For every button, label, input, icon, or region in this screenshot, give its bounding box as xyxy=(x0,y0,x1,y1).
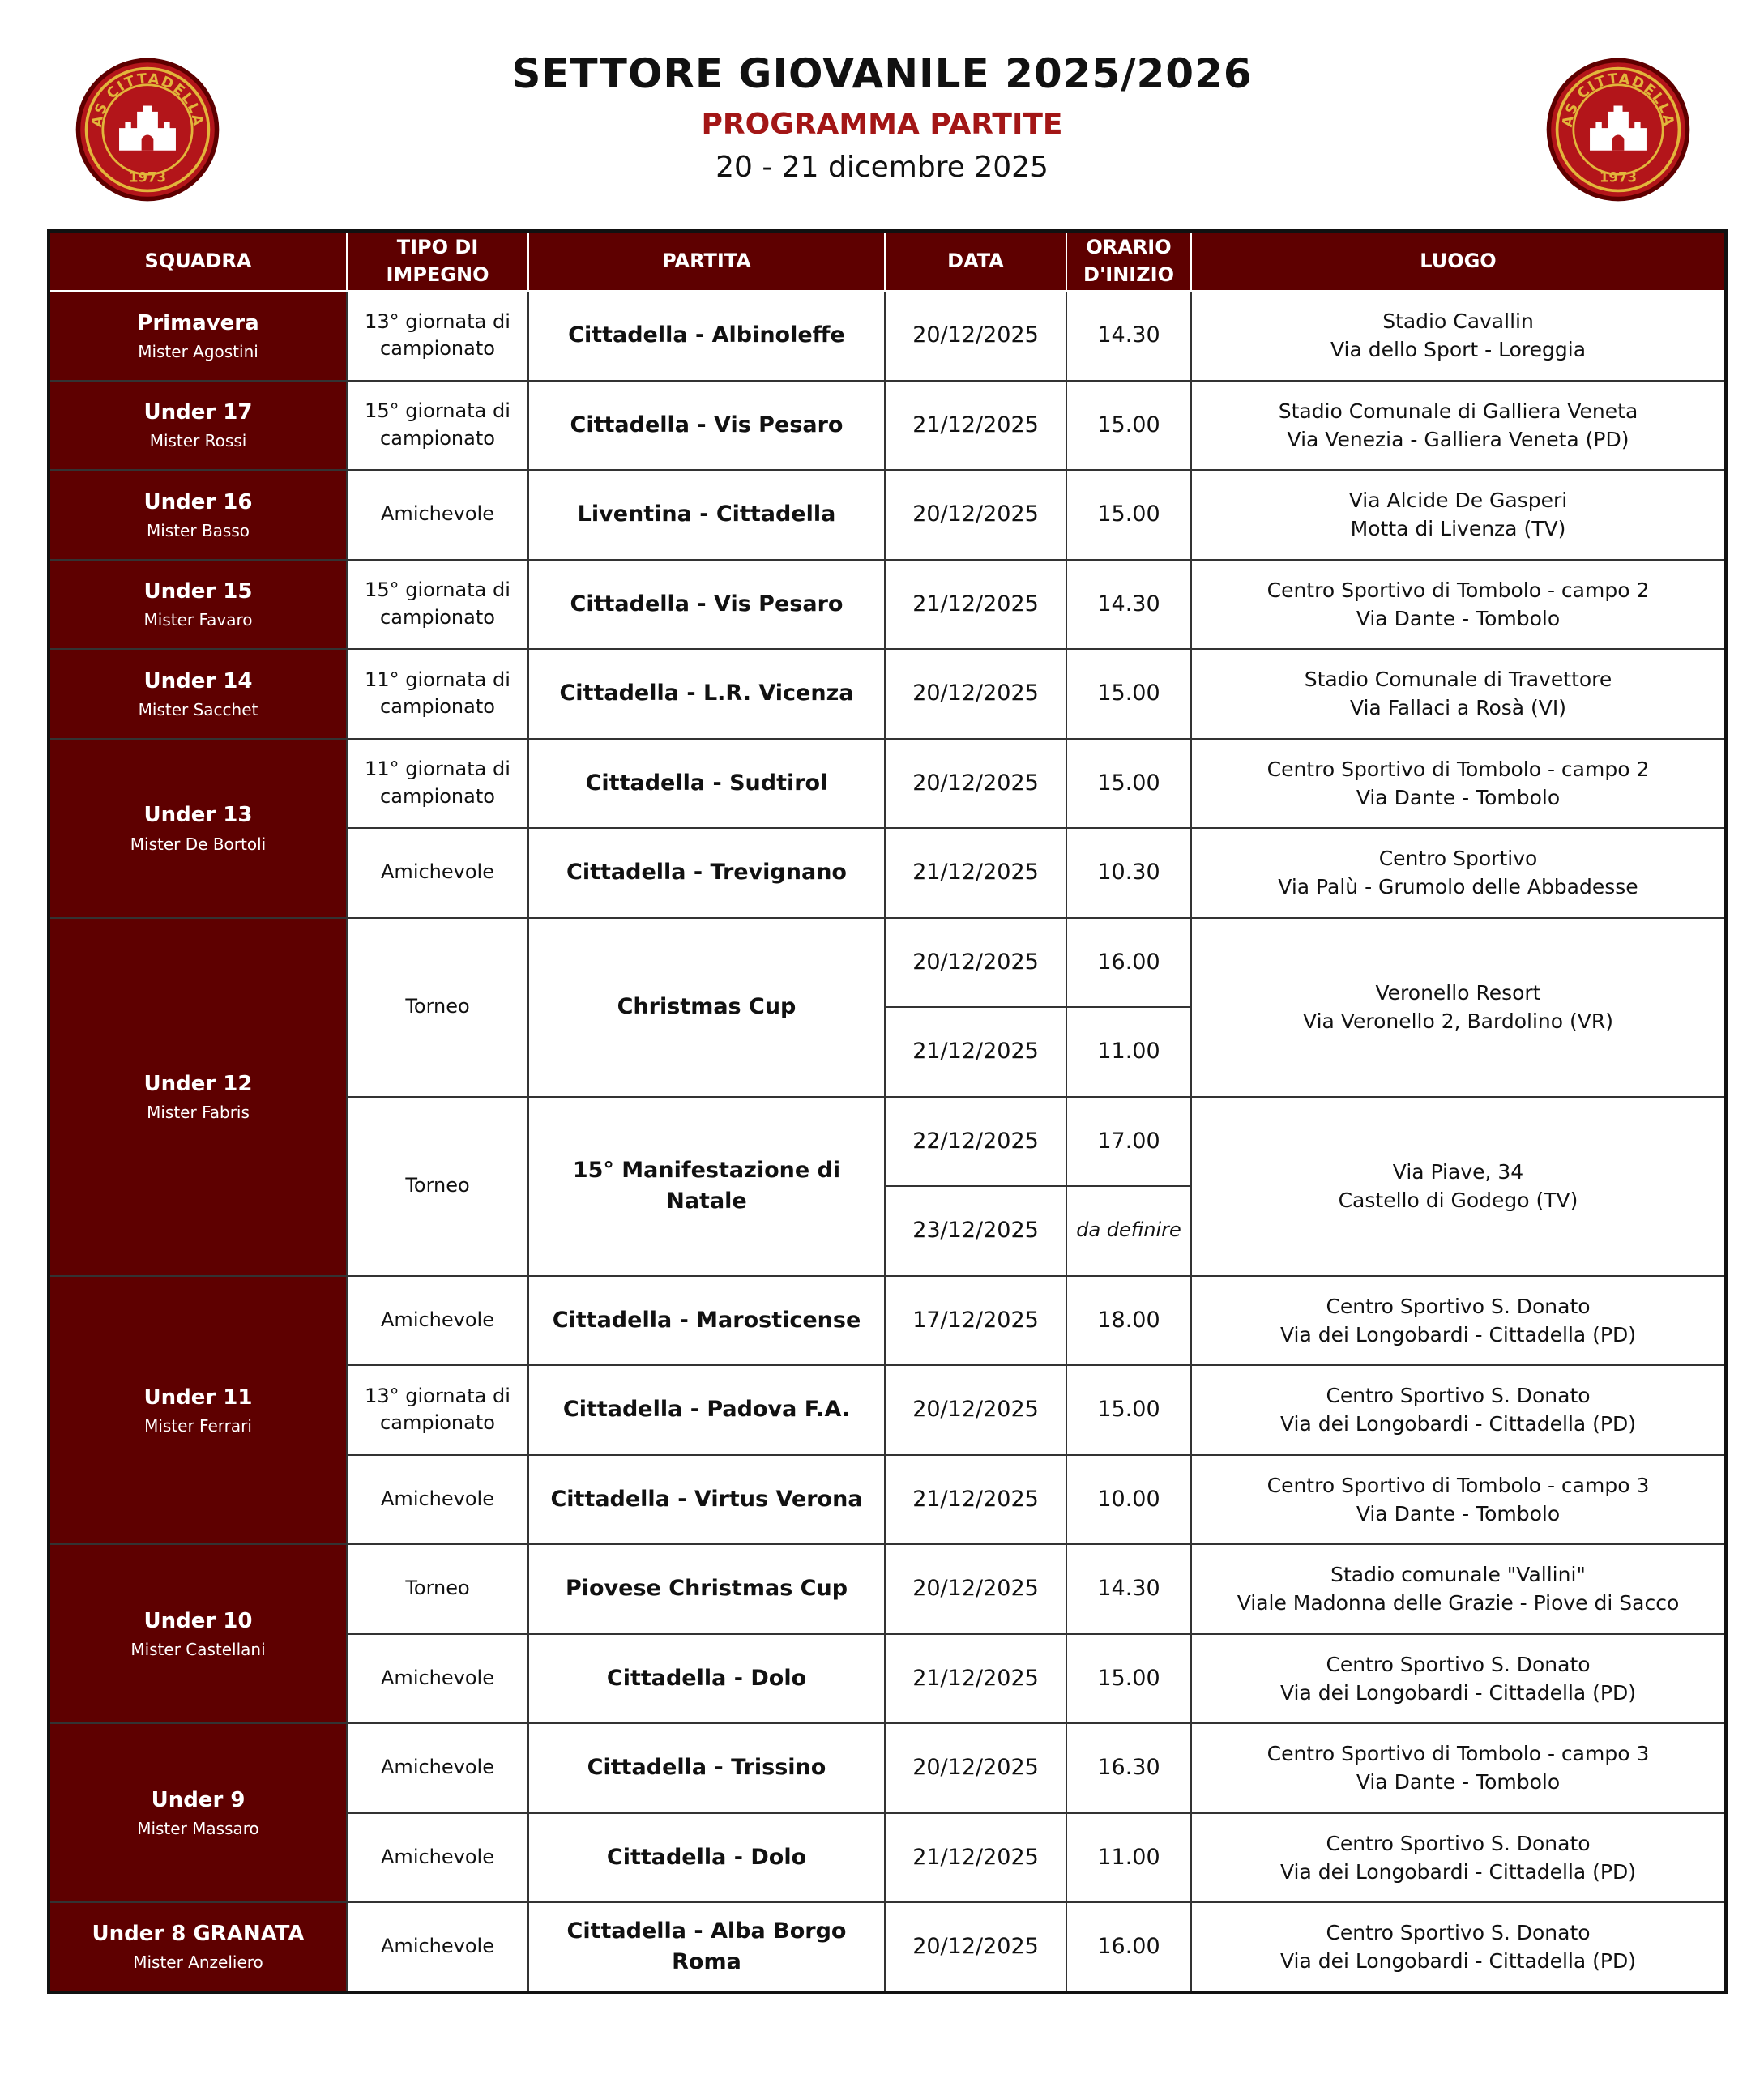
match-time: 11.00 xyxy=(1066,1007,1191,1097)
venue-address: Via Dante - Tombolo xyxy=(1356,785,1561,809)
match-type: Amichevole xyxy=(347,1813,528,1903)
match-venue xyxy=(1191,739,1726,829)
match-date: 20/12/2025 xyxy=(885,1723,1066,1813)
match-venue xyxy=(1191,291,1726,381)
team-name: Under 13 xyxy=(143,803,253,828)
match-name: Cittadella - Albinoleffe xyxy=(528,291,885,381)
venue-address: Via dei Longobardi - Cittadella (PD) xyxy=(1279,1322,1637,1346)
match-venue xyxy=(1191,1455,1726,1545)
match-venue xyxy=(1191,1544,1726,1634)
match-time: 15.00 xyxy=(1066,470,1191,560)
venue-name: Centro Sportivo di Tombolo - campo 3 xyxy=(1266,1742,1650,1766)
match-venue xyxy=(1191,1276,1726,1366)
page-subtitle: PROGRAMMA PARTITE xyxy=(701,108,1063,141)
table-row xyxy=(49,1902,1726,1992)
match-date: 20/12/2025 xyxy=(885,1365,1066,1455)
team-name: Under 12 xyxy=(143,1071,253,1096)
venue-name: Stadio Cavallin xyxy=(1382,309,1534,334)
match-date: 20/12/2025 xyxy=(885,291,1066,381)
venue-address: Via dei Longobardi - Cittadella (PD) xyxy=(1279,1948,1637,1973)
match-date: 20/12/2025 xyxy=(885,918,1066,1008)
table-row xyxy=(49,1544,1726,1634)
table-row xyxy=(49,470,1726,560)
match-name: Liventina - Cittadella xyxy=(528,470,885,560)
match-date: 21/12/2025 xyxy=(885,828,1066,918)
match-type: 13° giornata di campionato xyxy=(347,291,528,381)
venue-address: Viale Madonna delle Grazie - Piove di Sacco xyxy=(1237,1591,1680,1615)
match-date: 21/12/2025 xyxy=(885,1634,1066,1724)
match-venue xyxy=(1191,1365,1726,1455)
team-coach: Mister Rossi xyxy=(149,431,247,451)
match-time: 16.00 xyxy=(1066,1902,1191,1992)
match-type: Amichevole xyxy=(347,1723,528,1813)
team-coach: Mister Basso xyxy=(146,520,250,540)
table-row xyxy=(49,918,1726,1008)
match-time: 15.00 xyxy=(1066,1365,1191,1455)
match-venue xyxy=(1191,381,1726,471)
match-type: Amichevole xyxy=(347,1276,528,1366)
table-header-row xyxy=(49,231,1726,291)
match-time: 16.00 xyxy=(1066,918,1191,1008)
team-coach: Mister Castellani xyxy=(130,1640,266,1660)
match-name: Piovese Christmas Cup xyxy=(528,1544,885,1634)
team-cell xyxy=(49,918,347,1276)
match-date: 22/12/2025 xyxy=(885,1097,1066,1187)
venue-name: Stadio Comunale di Travettore xyxy=(1304,668,1612,692)
match-date: 21/12/2025 xyxy=(885,1813,1066,1903)
match-name: Cittadella - Dolo xyxy=(528,1813,885,1903)
match-name: 15° Manifestazione di Natale xyxy=(528,1097,885,1276)
match-date: 23/12/2025 xyxy=(885,1186,1066,1276)
table-row xyxy=(49,381,1726,471)
team-coach: Mister Agostini xyxy=(138,341,258,361)
match-type: 13° giornata di campionato xyxy=(347,1365,528,1455)
venue-address: Via dello Sport - Loreggia xyxy=(1330,338,1587,362)
match-name: Cittadella - Sudtirol xyxy=(528,739,885,829)
team-name: Under 9 xyxy=(151,1787,246,1812)
team-coach: Mister Sacchet xyxy=(138,699,258,719)
match-time: 15.00 xyxy=(1066,739,1191,829)
match-name: Cittadella - Virtus Verona xyxy=(528,1455,885,1545)
venue-name: Veronello Resort xyxy=(1375,981,1541,1005)
venue-address: Via Venezia - Galliera Veneta (PD) xyxy=(1287,427,1629,451)
match-type: 15° giornata di campionato xyxy=(347,560,528,650)
match-time: 10.00 xyxy=(1066,1455,1191,1545)
team-cell xyxy=(49,560,347,650)
match-venue xyxy=(1191,1902,1726,1992)
match-venue xyxy=(1191,470,1726,560)
team-cell xyxy=(49,1723,347,1902)
table-row xyxy=(49,291,1726,381)
match-schedule-table xyxy=(47,229,1728,1994)
team-coach: Mister Anzeliero xyxy=(133,1952,263,1973)
match-venue xyxy=(1191,1634,1726,1724)
team-coach: Mister Massaro xyxy=(137,1819,259,1839)
match-date: 20/12/2025 xyxy=(885,739,1066,829)
venue-name: Centro Sportivo S. Donato xyxy=(1326,1294,1591,1318)
table-row xyxy=(49,649,1726,739)
venue-name: Centro Sportivo S. Donato xyxy=(1326,1384,1591,1408)
match-name: Cittadella - Trissino xyxy=(528,1723,885,1813)
table-row xyxy=(49,1276,1726,1366)
match-date: 20/12/2025 xyxy=(885,1544,1066,1634)
team-cell xyxy=(49,381,347,471)
venue-address: Via dei Longobardi - Cittadella (PD) xyxy=(1279,1412,1637,1436)
venue-address: Via dei Longobardi - Cittadella (PD) xyxy=(1279,1859,1637,1884)
cittadella-logo-right xyxy=(1544,55,1693,204)
venue-address: Via Dante - Tombolo xyxy=(1356,1501,1561,1526)
team-name: Under 14 xyxy=(143,668,253,693)
match-type: Amichevole xyxy=(347,1634,528,1724)
match-date: 21/12/2025 xyxy=(885,381,1066,471)
match-time: 14.30 xyxy=(1066,291,1191,381)
match-type: 15° giornata di campionato xyxy=(347,381,528,471)
team-cell xyxy=(49,649,347,739)
table-row xyxy=(49,739,1726,829)
match-time: 10.30 xyxy=(1066,828,1191,918)
match-time: 15.00 xyxy=(1066,381,1191,471)
match-type: Amichevole xyxy=(347,1902,528,1992)
date-range: 20 - 21 dicembre 2025 xyxy=(715,151,1049,184)
table-row xyxy=(49,560,1726,650)
col-header-orario: ORARIO D'INIZIO xyxy=(1066,231,1191,291)
venue-name: Stadio Comunale di Galliera Veneta xyxy=(1278,399,1638,423)
match-name: Cittadella - Vis Pesaro xyxy=(528,560,885,650)
match-name: Cittadella - Marosticense xyxy=(528,1276,885,1366)
match-time: 16.30 xyxy=(1066,1723,1191,1813)
venue-name: Centro Sportivo S. Donato xyxy=(1326,1920,1591,1944)
team-coach: Mister De Bortoli xyxy=(130,834,267,854)
venue-name: Centro Sportivo xyxy=(1378,847,1538,871)
venue-address: Via dei Longobardi - Cittadella (PD) xyxy=(1279,1680,1637,1705)
match-time: 17.00 xyxy=(1066,1097,1191,1187)
match-time: 14.30 xyxy=(1066,1544,1191,1634)
match-time: 18.00 xyxy=(1066,1276,1191,1366)
team-name: Under 16 xyxy=(143,489,253,514)
match-time: 15.00 xyxy=(1066,649,1191,739)
team-name: Under 11 xyxy=(143,1385,253,1410)
venue-address: Castello di Godego (TV) xyxy=(1338,1188,1578,1212)
match-name: Christmas Cup xyxy=(528,918,885,1097)
svg-text:1973: 1973 xyxy=(1599,169,1638,186)
team-coach: Mister Fabris xyxy=(147,1103,250,1123)
table-row xyxy=(49,1723,1726,1813)
match-date: 21/12/2025 xyxy=(885,1007,1066,1097)
match-venue xyxy=(1191,1813,1726,1903)
team-name: Under 10 xyxy=(143,1608,253,1633)
match-type: 11° giornata di campionato xyxy=(347,649,528,739)
venue-name: Via Piave, 34 xyxy=(1392,1160,1524,1184)
match-venue xyxy=(1191,1097,1726,1276)
team-coach: Mister Ferrari xyxy=(144,1415,252,1436)
match-name: Cittadella - L.R. Vicenza xyxy=(528,649,885,739)
venue-name: Via Alcide De Gasperi xyxy=(1348,489,1568,513)
match-venue xyxy=(1191,560,1726,650)
venue-name: Centro Sportivo di Tombolo - campo 2 xyxy=(1266,757,1650,781)
match-type: Torneo xyxy=(347,918,528,1097)
venue-address: Via Fallaci a Rosà (VI) xyxy=(1349,696,1567,720)
svg-text:1973: 1973 xyxy=(128,169,167,186)
team-name: Under 17 xyxy=(143,400,253,425)
col-header-tipo: TIPO DI IMPEGNO xyxy=(347,231,528,291)
match-name: Cittadella - Alba Borgo Roma xyxy=(528,1902,885,1992)
venue-name: Stadio comunale "Vallini" xyxy=(1330,1563,1586,1587)
venue-name: Centro Sportivo S. Donato xyxy=(1326,1831,1591,1855)
col-header-partita: PARTITA xyxy=(528,231,885,291)
match-venue xyxy=(1191,649,1726,739)
page-header xyxy=(0,0,1764,227)
venue-address: Via Palù - Grumolo delle Abbadesse xyxy=(1278,875,1638,899)
team-cell xyxy=(49,1544,347,1723)
venue-address: Via Veronello 2, Bardolino (VR) xyxy=(1303,1009,1613,1033)
venue-name: Centro Sportivo S. Donato xyxy=(1326,1652,1591,1676)
match-time: 11.00 xyxy=(1066,1813,1191,1903)
match-type: Amichevole xyxy=(347,470,528,560)
match-type: Amichevole xyxy=(347,828,528,918)
match-venue xyxy=(1191,828,1726,918)
match-name: Cittadella - Trevignano xyxy=(528,828,885,918)
match-venue xyxy=(1191,1723,1726,1813)
match-date: 20/12/2025 xyxy=(885,649,1066,739)
team-name: Primavera xyxy=(137,310,259,335)
team-cell xyxy=(49,470,347,560)
venue-address: Motta di Livenza (TV) xyxy=(1350,517,1566,541)
match-type: Torneo xyxy=(347,1544,528,1634)
match-type: Torneo xyxy=(347,1097,528,1276)
team-coach: Mister Favaro xyxy=(143,610,253,630)
match-date: 17/12/2025 xyxy=(885,1276,1066,1366)
match-time: da definire xyxy=(1066,1186,1191,1276)
venue-name: Centro Sportivo di Tombolo - campo 3 xyxy=(1266,1473,1650,1497)
match-time: 15.00 xyxy=(1066,1634,1191,1724)
team-cell xyxy=(49,1902,347,1992)
match-type: 11° giornata di campionato xyxy=(347,739,528,829)
col-header-data: DATA xyxy=(885,231,1066,291)
team-cell xyxy=(49,1276,347,1545)
col-header-luogo: LUOGO xyxy=(1191,231,1726,291)
team-cell xyxy=(49,291,347,381)
match-type: Amichevole xyxy=(347,1455,528,1545)
match-time: 14.30 xyxy=(1066,560,1191,650)
match-date: 20/12/2025 xyxy=(885,1902,1066,1992)
match-name: Cittadella - Dolo xyxy=(528,1634,885,1724)
match-date: 21/12/2025 xyxy=(885,1455,1066,1545)
svg-text:AS CITTADELLA: AS CITTADELLA xyxy=(88,70,207,129)
venue-address: Via Dante - Tombolo xyxy=(1356,606,1561,630)
match-name: Cittadella - Vis Pesaro xyxy=(528,381,885,471)
team-name: Under 15 xyxy=(143,579,253,604)
match-date: 21/12/2025 xyxy=(885,560,1066,650)
team-cell xyxy=(49,739,347,918)
venue-name: Centro Sportivo di Tombolo - campo 2 xyxy=(1266,578,1650,602)
team-name: Under 8 GRANATA xyxy=(92,1922,305,1947)
svg-text:AS CITTADELLA: AS CITTADELLA xyxy=(1559,70,1677,129)
match-date: 20/12/2025 xyxy=(885,470,1066,560)
match-name: Cittadella - Padova F.A. xyxy=(528,1365,885,1455)
col-header-squadra: SQUADRA xyxy=(49,231,347,291)
venue-address: Via Dante - Tombolo xyxy=(1356,1770,1561,1794)
page-title: SETTORE GIOVANILE 2025/2026 xyxy=(511,50,1253,97)
match-venue xyxy=(1191,918,1726,1097)
